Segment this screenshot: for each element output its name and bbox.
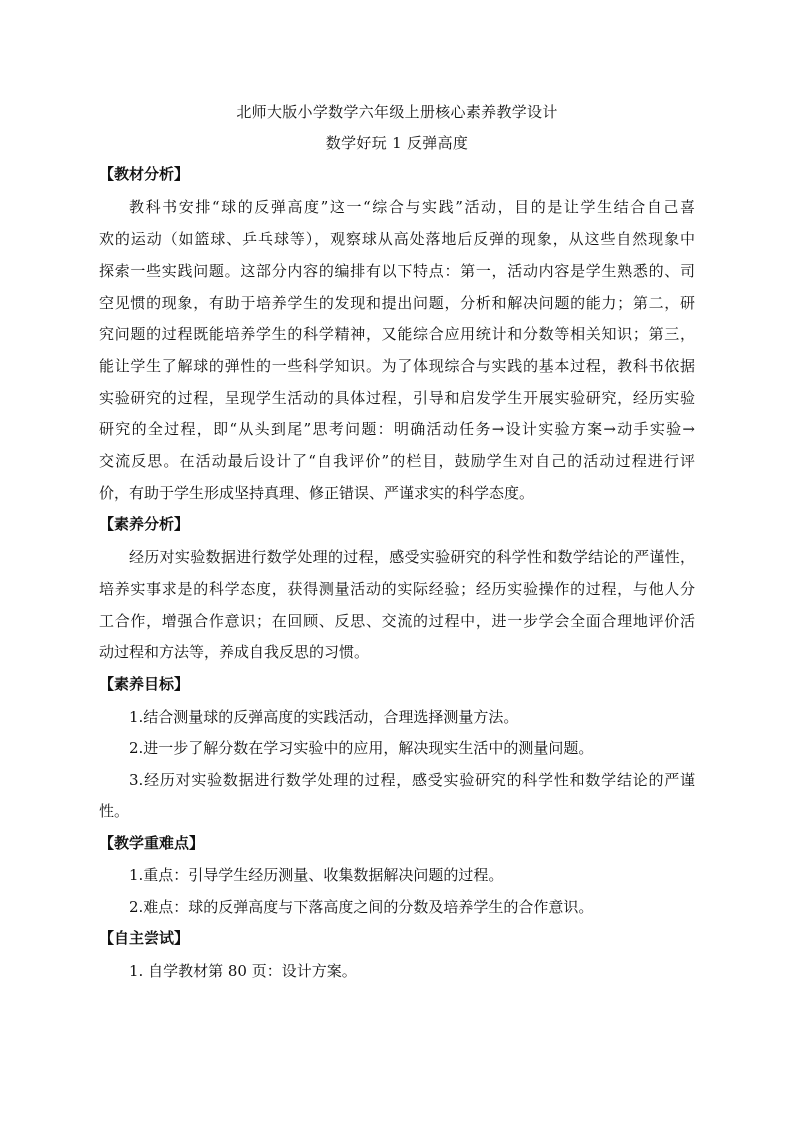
document-title: 北师大版小学数学六年级上册核心素养教学设计	[236, 103, 558, 121]
paragraph-line: 培养实事求是的科学态度，获得测量活动的实际经验；经历实验操作的过程，与他人分	[99, 580, 695, 598]
paragraph-line: 探索一些实践问题。这部分内容的编排有以下特点：第一，活动内容是学生熟悉的、司	[99, 262, 695, 280]
section-heading-self-attempt: 【自主尝试】	[99, 929, 190, 947]
section-heading-key-difficult-points: 【教学重难点】	[99, 834, 205, 852]
list-item: 3.经历对实验数据进行数学处理的过程，感受实验研究的科学性和数学结论的严谨	[129, 771, 695, 789]
list-item-continuation: 性。	[99, 802, 130, 820]
list-item: 1.重点：引导学生经历测量、收集数据解决问题的过程。	[129, 866, 504, 884]
document-subtitle: 数学好玩 1 反弹高度	[325, 134, 469, 152]
section-heading-textbook-analysis: 【教材分析】	[99, 165, 190, 183]
paragraph-line: 动过程和方法等，养成自我反思的习惯。	[99, 643, 370, 661]
paragraph-line: 工合作，增强合作意识；在回顾、反思、交流的过程中，进一步学会全面合理地评价活	[99, 612, 695, 630]
section-heading-literacy-goals: 【素养目标】	[99, 675, 190, 693]
list-item: 2.进一步了解分数在学习实验中的应用，解决现实生活中的测量问题。	[129, 739, 594, 757]
paragraph-line: 欢的运动（如篮球、乒乓球等），观察球从高处落地后反弹的现象，从这些自然现象中	[99, 230, 695, 248]
paragraph-line: 究问题的过程既能培养学生的科学精神，又能综合应用统计和分数等相关知识；第三，	[99, 325, 695, 343]
paragraph-line: 价，有助于学生形成坚持真理、修正错误、严谨求实的科学态度。	[99, 484, 535, 502]
paragraph-line: 交流反思。在活动最后设计了“自我评价”的栏目，鼓励学生对自己的活动过程进行评	[99, 452, 695, 470]
paragraph-line: 研究的全过程，即“从头到尾”思考问题：明确活动任务→设计实验方案→动手实验→	[99, 420, 695, 438]
list-item: 1.结合测量球的反弹高度的实践活动，合理选择测量方法。	[129, 708, 519, 726]
paragraph-line: 实验研究的过程，呈现学生活动的具体过程，引导和启发学生开展实验研究，经历实验	[99, 389, 695, 407]
paragraph-line: 空见惯的现象，有助于培养学生的发现和提出问题，分析和解决问题的能力；第二，研	[99, 294, 695, 312]
section-heading-literacy-analysis: 【素养分析】	[99, 515, 190, 533]
list-item: 1. 自学教材第 80 页：设计方案。	[129, 962, 357, 980]
paragraph-line: 经历对实验数据进行数学处理的过程，感受实验研究的科学性和数学结论的严谨性，	[129, 548, 695, 566]
list-item: 2.难点：球的反弹高度与下落高度之间的分数及培养学生的合作意识。	[129, 898, 594, 916]
paragraph-line: 能让学生了解球的弹性的一些科学知识。为了体现综合与实践的基本过程，教科书依据	[99, 357, 695, 375]
paragraph-line: 教科书安排“球的反弹高度”这一“综合与实践”活动，目的是让学生结合自己喜	[129, 198, 695, 216]
